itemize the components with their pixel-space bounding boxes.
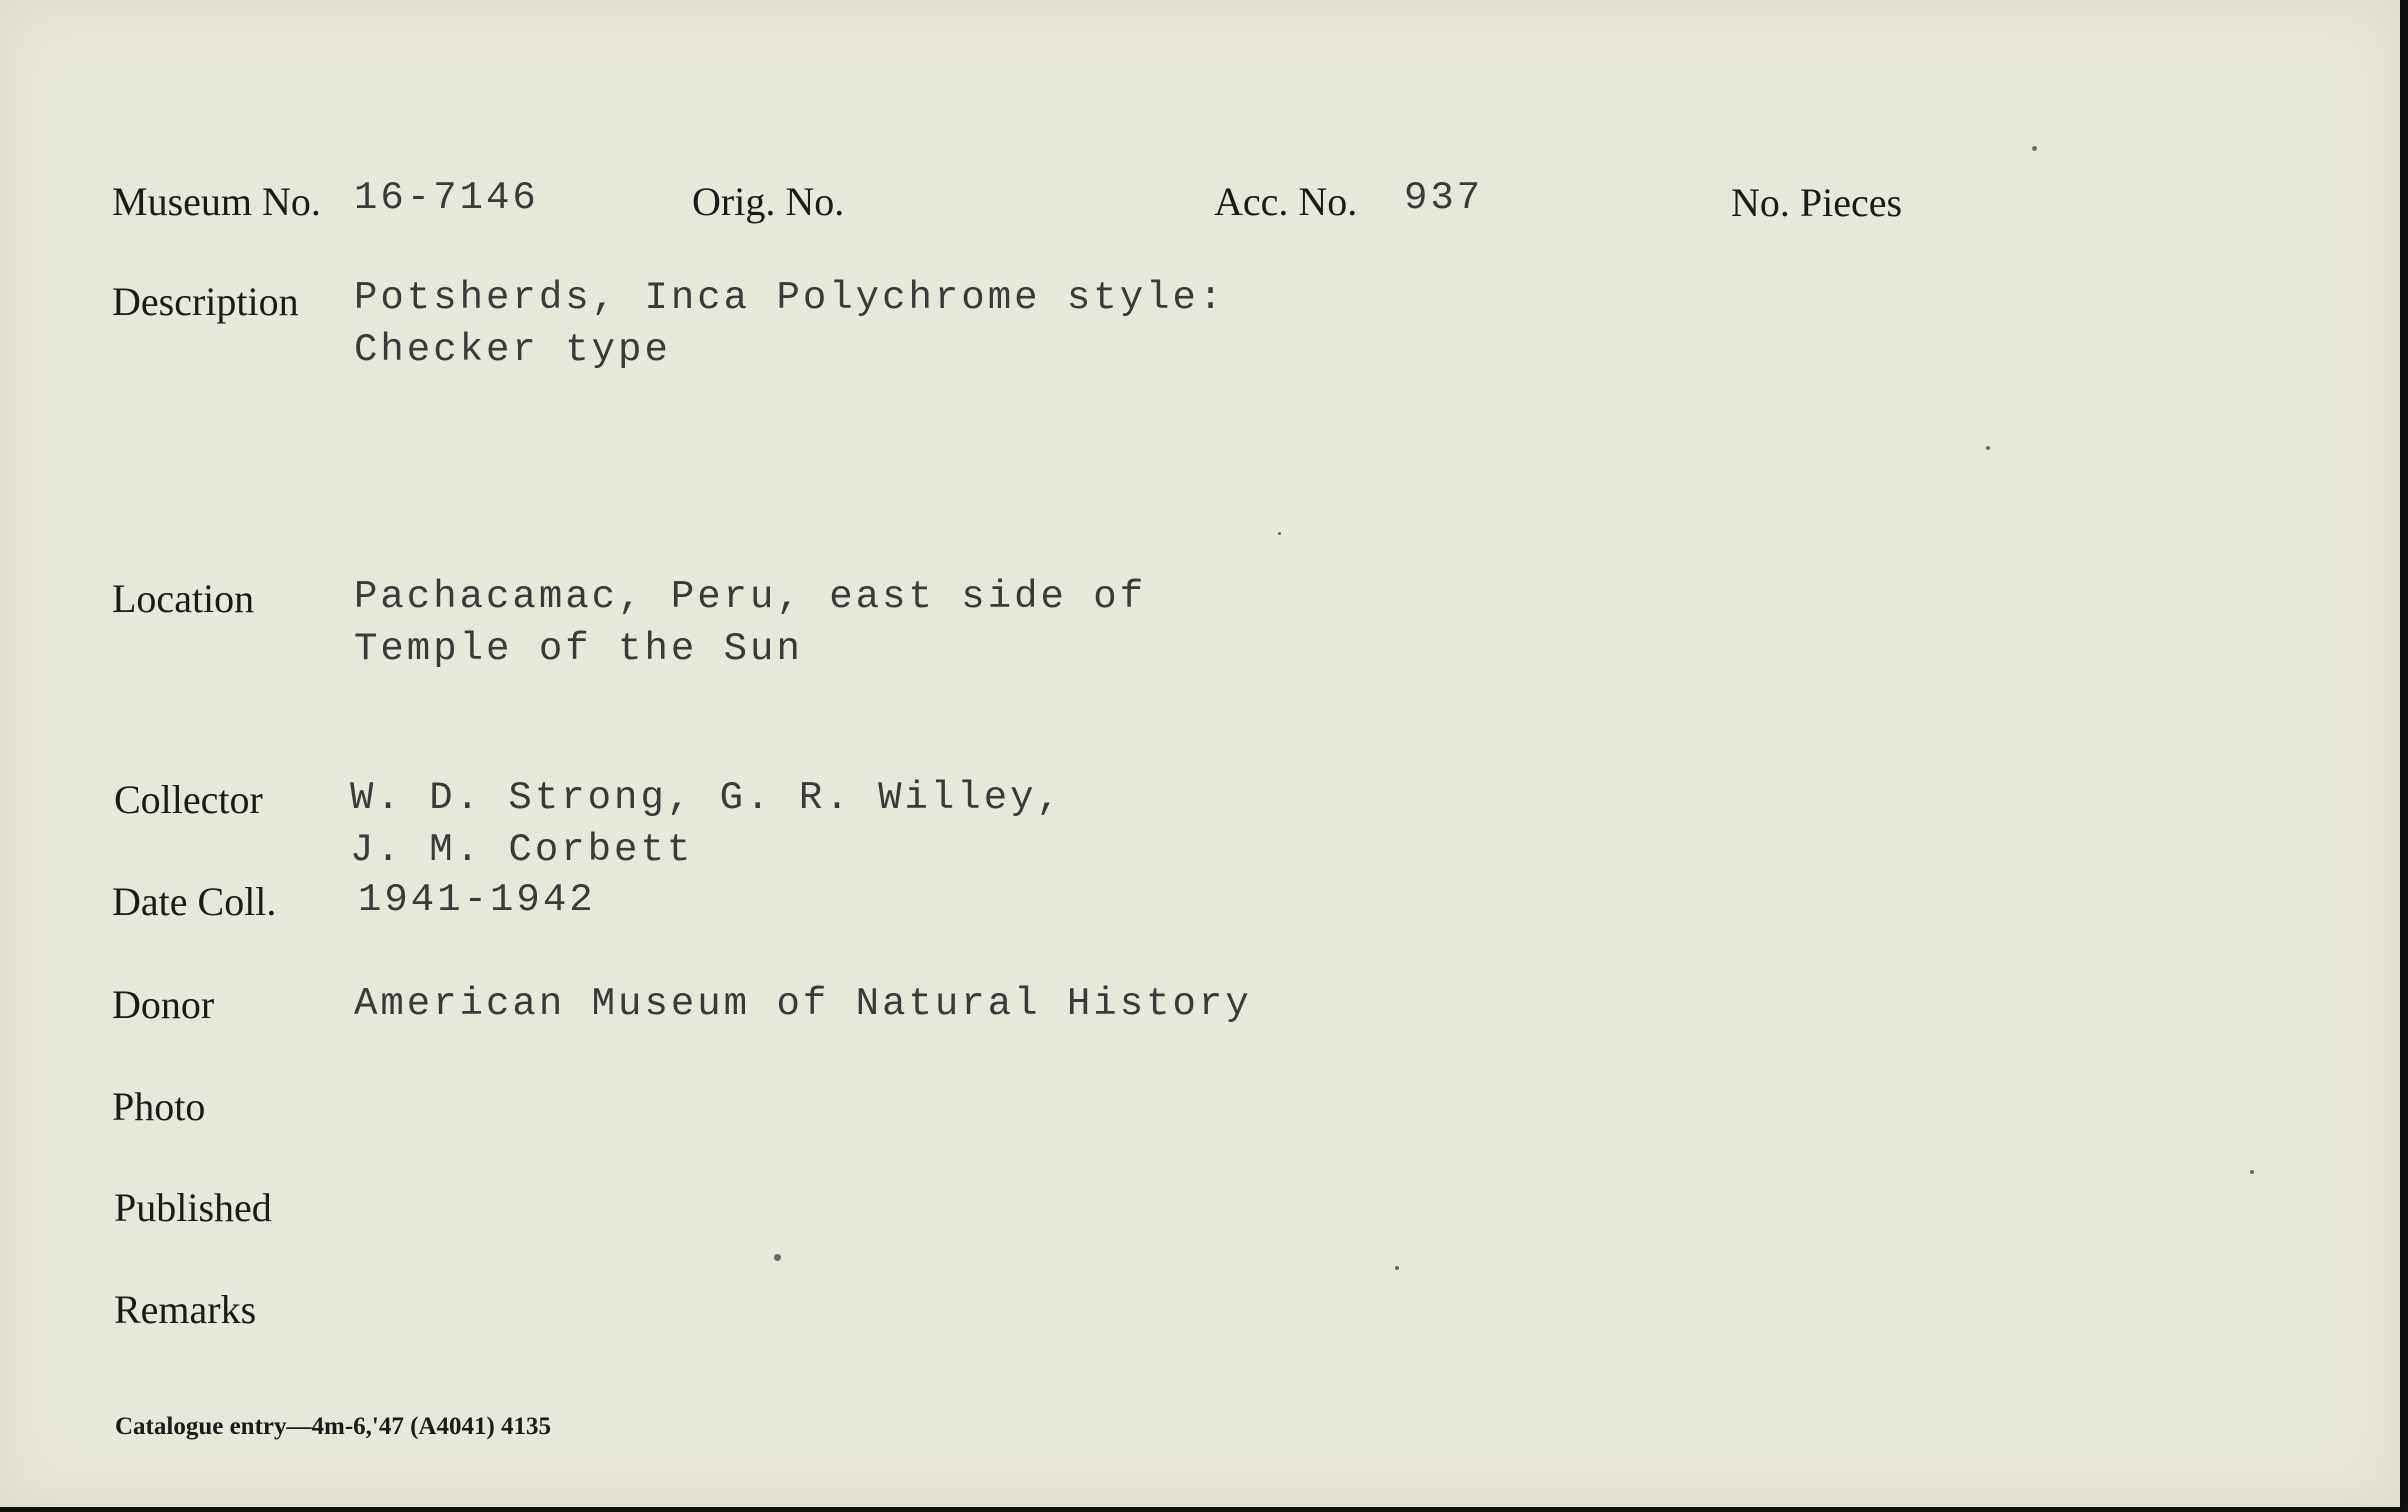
location-label: Location [112, 576, 255, 621]
location-line: Pachacamac, Peru, east side of [354, 575, 1147, 619]
museum-no-label: Museum No. [112, 179, 321, 224]
no-pieces-label: No. Pieces [1731, 180, 1903, 225]
remarks-label: Remarks [114, 1287, 257, 1332]
description-value [354, 272, 1225, 376]
location-line: Temple of the Sun [354, 627, 803, 671]
museum-no-value: 16-7146 [354, 176, 539, 220]
description-label: Description [112, 279, 299, 324]
paper-speck [2032, 146, 2037, 151]
donor-label: Donor [112, 982, 215, 1027]
paper-speck [774, 1254, 781, 1261]
location-value [354, 571, 1146, 675]
orig-no-label: Orig. No. [692, 179, 845, 224]
collector-label: Collector [114, 777, 263, 822]
description-line: Checker type [354, 328, 671, 372]
catalogue-entry-footer: Catalogue entry—4m-6,'47 (A4041) 4135 [115, 1413, 552, 1440]
acc-no-value: 937 [1404, 176, 1484, 220]
published-label: Published [114, 1185, 272, 1230]
collector-value [350, 772, 1063, 876]
donor-value: American Museum of Natural History [354, 982, 1252, 1026]
acc-no-label: Acc. No. [1214, 179, 1358, 224]
collector-line: J. M. Corbett [350, 828, 694, 872]
paper-speck [1278, 532, 1281, 535]
paper-speck [1986, 446, 1990, 450]
collector-line: W. D. Strong, G. R. Willey, [350, 776, 1063, 820]
paper-speck [2250, 1170, 2254, 1174]
paper-speck [1395, 1266, 1399, 1270]
date-coll-value: 1941-1942 [358, 878, 596, 922]
date-coll-label: Date Coll. [112, 879, 277, 924]
description-line: Potsherds, Inca Polychrome style: [354, 276, 1226, 320]
photo-label: Photo [112, 1084, 206, 1129]
